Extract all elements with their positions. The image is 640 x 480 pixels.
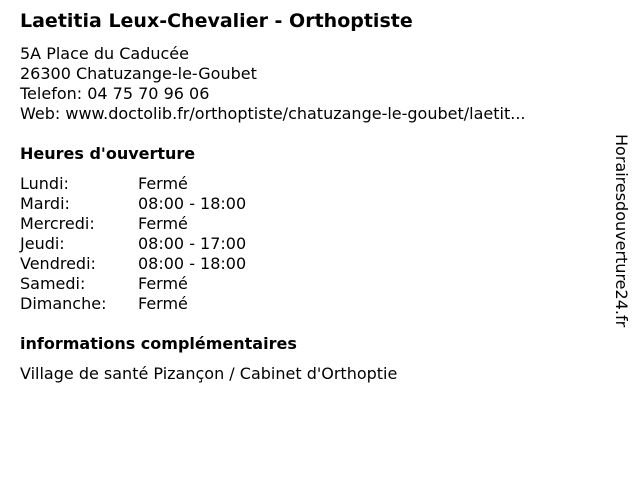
hours-row-tuesday bbox=[20, 194, 246, 214]
phone-line: Telefon: 04 75 70 96 06 bbox=[20, 84, 210, 103]
address-block bbox=[20, 44, 526, 124]
time-value: 08:00 - 18:00 bbox=[138, 254, 247, 273]
hours-row-thursday bbox=[20, 234, 246, 254]
opening-hours-heading: Heures d'ouverture bbox=[20, 144, 196, 163]
hours-row-monday bbox=[20, 174, 246, 194]
site-brand-watermark: Horairesdouverture24.fr bbox=[612, 134, 631, 328]
page-title: Laetitia Leux-Chevalier - Orthoptiste bbox=[20, 10, 413, 32]
day-label: Dimanche: bbox=[20, 294, 107, 313]
day-label: Lundi: bbox=[20, 174, 69, 193]
time-value: 08:00 - 18:00 bbox=[138, 194, 247, 213]
day-label: Vendredi: bbox=[20, 254, 96, 273]
hours-row-friday bbox=[20, 254, 246, 274]
hours-row-saturday bbox=[20, 274, 246, 294]
time-value: Fermé bbox=[138, 274, 188, 293]
additional-info-text: Village de santé Pizançon / Cabinet d'Orthoptie bbox=[20, 364, 398, 383]
day-label: Mardi: bbox=[20, 194, 70, 213]
time-value: Fermé bbox=[138, 294, 188, 313]
web-line: Web: www.doctolib.fr/orthoptiste/chatuzange-le-goubet/laetit... bbox=[20, 104, 526, 123]
day-label: Jeudi: bbox=[20, 234, 65, 253]
day-label: Samedi: bbox=[20, 274, 86, 293]
time-value: Fermé bbox=[138, 214, 188, 233]
opening-hours-list bbox=[20, 174, 246, 314]
time-value: 08:00 - 17:00 bbox=[138, 234, 247, 253]
city-line: 26300 Chatuzange-le-Goubet bbox=[20, 64, 257, 83]
street-address: 5A Place du Caducée bbox=[20, 44, 189, 63]
hours-row-wednesday bbox=[20, 214, 246, 234]
hours-row-sunday bbox=[20, 294, 246, 314]
time-value: Fermé bbox=[138, 174, 188, 193]
additional-info-heading: informations complémentaires bbox=[20, 334, 297, 353]
day-label: Mercredi: bbox=[20, 214, 95, 233]
